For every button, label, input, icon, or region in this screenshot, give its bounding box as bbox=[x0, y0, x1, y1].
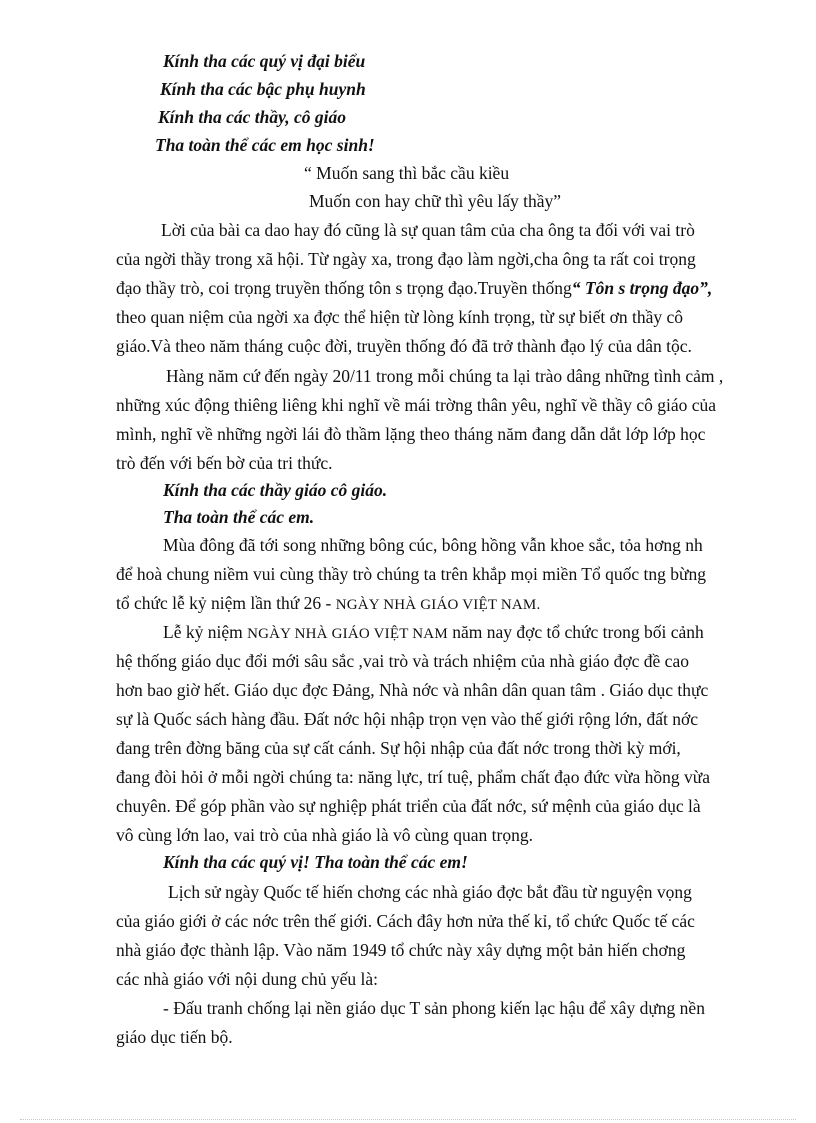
paragraph-text: Lễ kỷ niệm bbox=[163, 622, 248, 642]
paragraph-line: nhà giáo đợc thành lập. Vào năm 1949 tổ chức này xây dựng một bản hiến chơng bbox=[116, 940, 686, 960]
paragraph-line: Mùa đông đã tới song những bông cúc, bông hồng vẫn khoe sắc, tỏa hơng nh bbox=[163, 535, 703, 555]
greeting-line: Tha toàn thể các em học sinh! bbox=[155, 135, 375, 155]
paragraph-line: đang trên đờng băng của sự cất cánh. Sự hội nhập của đất nớc trong thời kỳ mới, bbox=[116, 738, 681, 758]
paragraph-text: đạo thầy trò, coi trọng truyền thống tôn s trọng đạo.Truyền thống bbox=[116, 278, 572, 298]
greeting-line: Tha toàn thể các em. bbox=[163, 507, 315, 527]
paragraph-line: chuyên. Để góp phần vào sự nghiệp phát triển của đất nớc, sứ mệnh của giáo dục là bbox=[116, 796, 701, 816]
quoted-phrase: “ Tôn s trọng đạo”, bbox=[571, 278, 713, 298]
paragraph-line: mình, nghĩ về những ngời lái đò thầm lặng theo tháng năm đang dẫn dắt lớp lớp học bbox=[116, 424, 706, 444]
paragraph-line: hệ thống giáo dục đổi mới sâu sắc ,vai trò và trách nhiệm của nhà giáo đợc đề cao bbox=[116, 651, 689, 671]
paragraph-text: tổ chức lễ kỷ niệm lần thứ 26 - bbox=[116, 593, 336, 613]
paragraph-line: - Đấu tranh chống lại nền giáo dục T sản phong kiến lạc hậu để xây dựng nền bbox=[163, 998, 705, 1018]
paragraph-line: Lịch sử ngày Quốc tế hiến chơng các nhà giáo đợc bắt đầu từ nguyện vọng bbox=[168, 882, 692, 902]
poem-line: “ Muốn sang thì bắc cầu kiều bbox=[304, 163, 510, 183]
holiday-name: NGÀY NHÀ GIÁO VIỆT NAM bbox=[247, 626, 448, 642]
poem-line: Muốn con hay chữ thì yêu lấy thầy” bbox=[309, 191, 561, 211]
paragraph-line bbox=[116, 592, 540, 616]
greeting-line: Kính tha các quý vị! Tha toàn thể các em! bbox=[163, 852, 468, 872]
paragraph-line: theo quan niệm của ngời xa đợc thể hiện từ lòng kính trọng, từ sự biết ơn thầy cô bbox=[116, 307, 684, 327]
page-bottom-rule bbox=[20, 1119, 796, 1120]
paragraph-line bbox=[163, 621, 704, 645]
paragraph-line: của ngời thầy trong xã hội. Từ ngày xa, trong đạo làm ngời,cha ông ta rất coi trọng bbox=[116, 249, 696, 269]
greeting-line: Kính tha các thầy, cô giáo bbox=[158, 107, 346, 127]
paragraph-line: hơn bao giờ hết. Giáo dục đợc Đảng, Nhà nớc và nhân dân quan tâm . Giáo dục thực bbox=[116, 680, 709, 700]
greeting-line: Kính tha các quý vị đại biểu bbox=[163, 51, 366, 71]
paragraph-text: năm nay đợc tổ chức trong bối cảnh bbox=[447, 622, 704, 642]
paragraph-line: của giáo giới ở các nớc trên thế giới. Cách đây hơn nửa thế kỉ, tổ chức Quốc tế các bbox=[116, 911, 695, 931]
paragraph-line: Lời của bài ca dao hay đó cũng là sự quan tâm của cha ông ta đối với vai trò bbox=[161, 220, 695, 240]
paragraph-line: những xúc động thiêng liêng khi nghĩ về mái trờng thân yêu, nghĩ về thầy cô giáo của bbox=[116, 395, 716, 415]
paragraph-line: giáo.Và theo năm tháng cuộc đời, truyền thống đó đã trở thành đạo lý của dân tộc. bbox=[116, 336, 692, 356]
paragraph-line: các nhà giáo với nội dung chủ yếu là: bbox=[116, 969, 378, 989]
paragraph-line: giáo dục tiến bộ. bbox=[116, 1027, 233, 1047]
paragraph-line: vô cùng lớn lao, vai trò của nhà giáo là vô cùng quan trọng. bbox=[116, 825, 533, 845]
greeting-line: Kính tha các thầy giáo cô giáo. bbox=[163, 480, 388, 500]
paragraph-line bbox=[116, 277, 712, 299]
paragraph-line: trò đến với bến bờ của tri thức. bbox=[116, 453, 333, 473]
holiday-name: NGÀY NHÀ GIÁO VIỆT NAM. bbox=[335, 597, 541, 613]
paragraph-line: để hoà chung niềm vui cùng thầy trò chúng ta trên khắp mọi miền Tổ quốc tng bừng bbox=[116, 564, 706, 584]
greeting-line: Kính tha các bậc phụ huynh bbox=[160, 79, 366, 99]
paragraph-line: Hàng năm cứ đến ngày 20/11 trong mỗi chúng ta lại trào dâng những tình cảm , bbox=[166, 366, 724, 386]
paragraph-line: đang đòi hỏi ở mỗi ngời chúng ta: năng lực, trí tuệ, phẩm chất đạo đức vừa hồng vừa bbox=[116, 767, 710, 787]
paragraph-line: sự là Quốc sách hàng đầu. Đất nớc hội nhập trọn vẹn vào thế giới rộng lớn, đất nớc bbox=[116, 709, 699, 729]
